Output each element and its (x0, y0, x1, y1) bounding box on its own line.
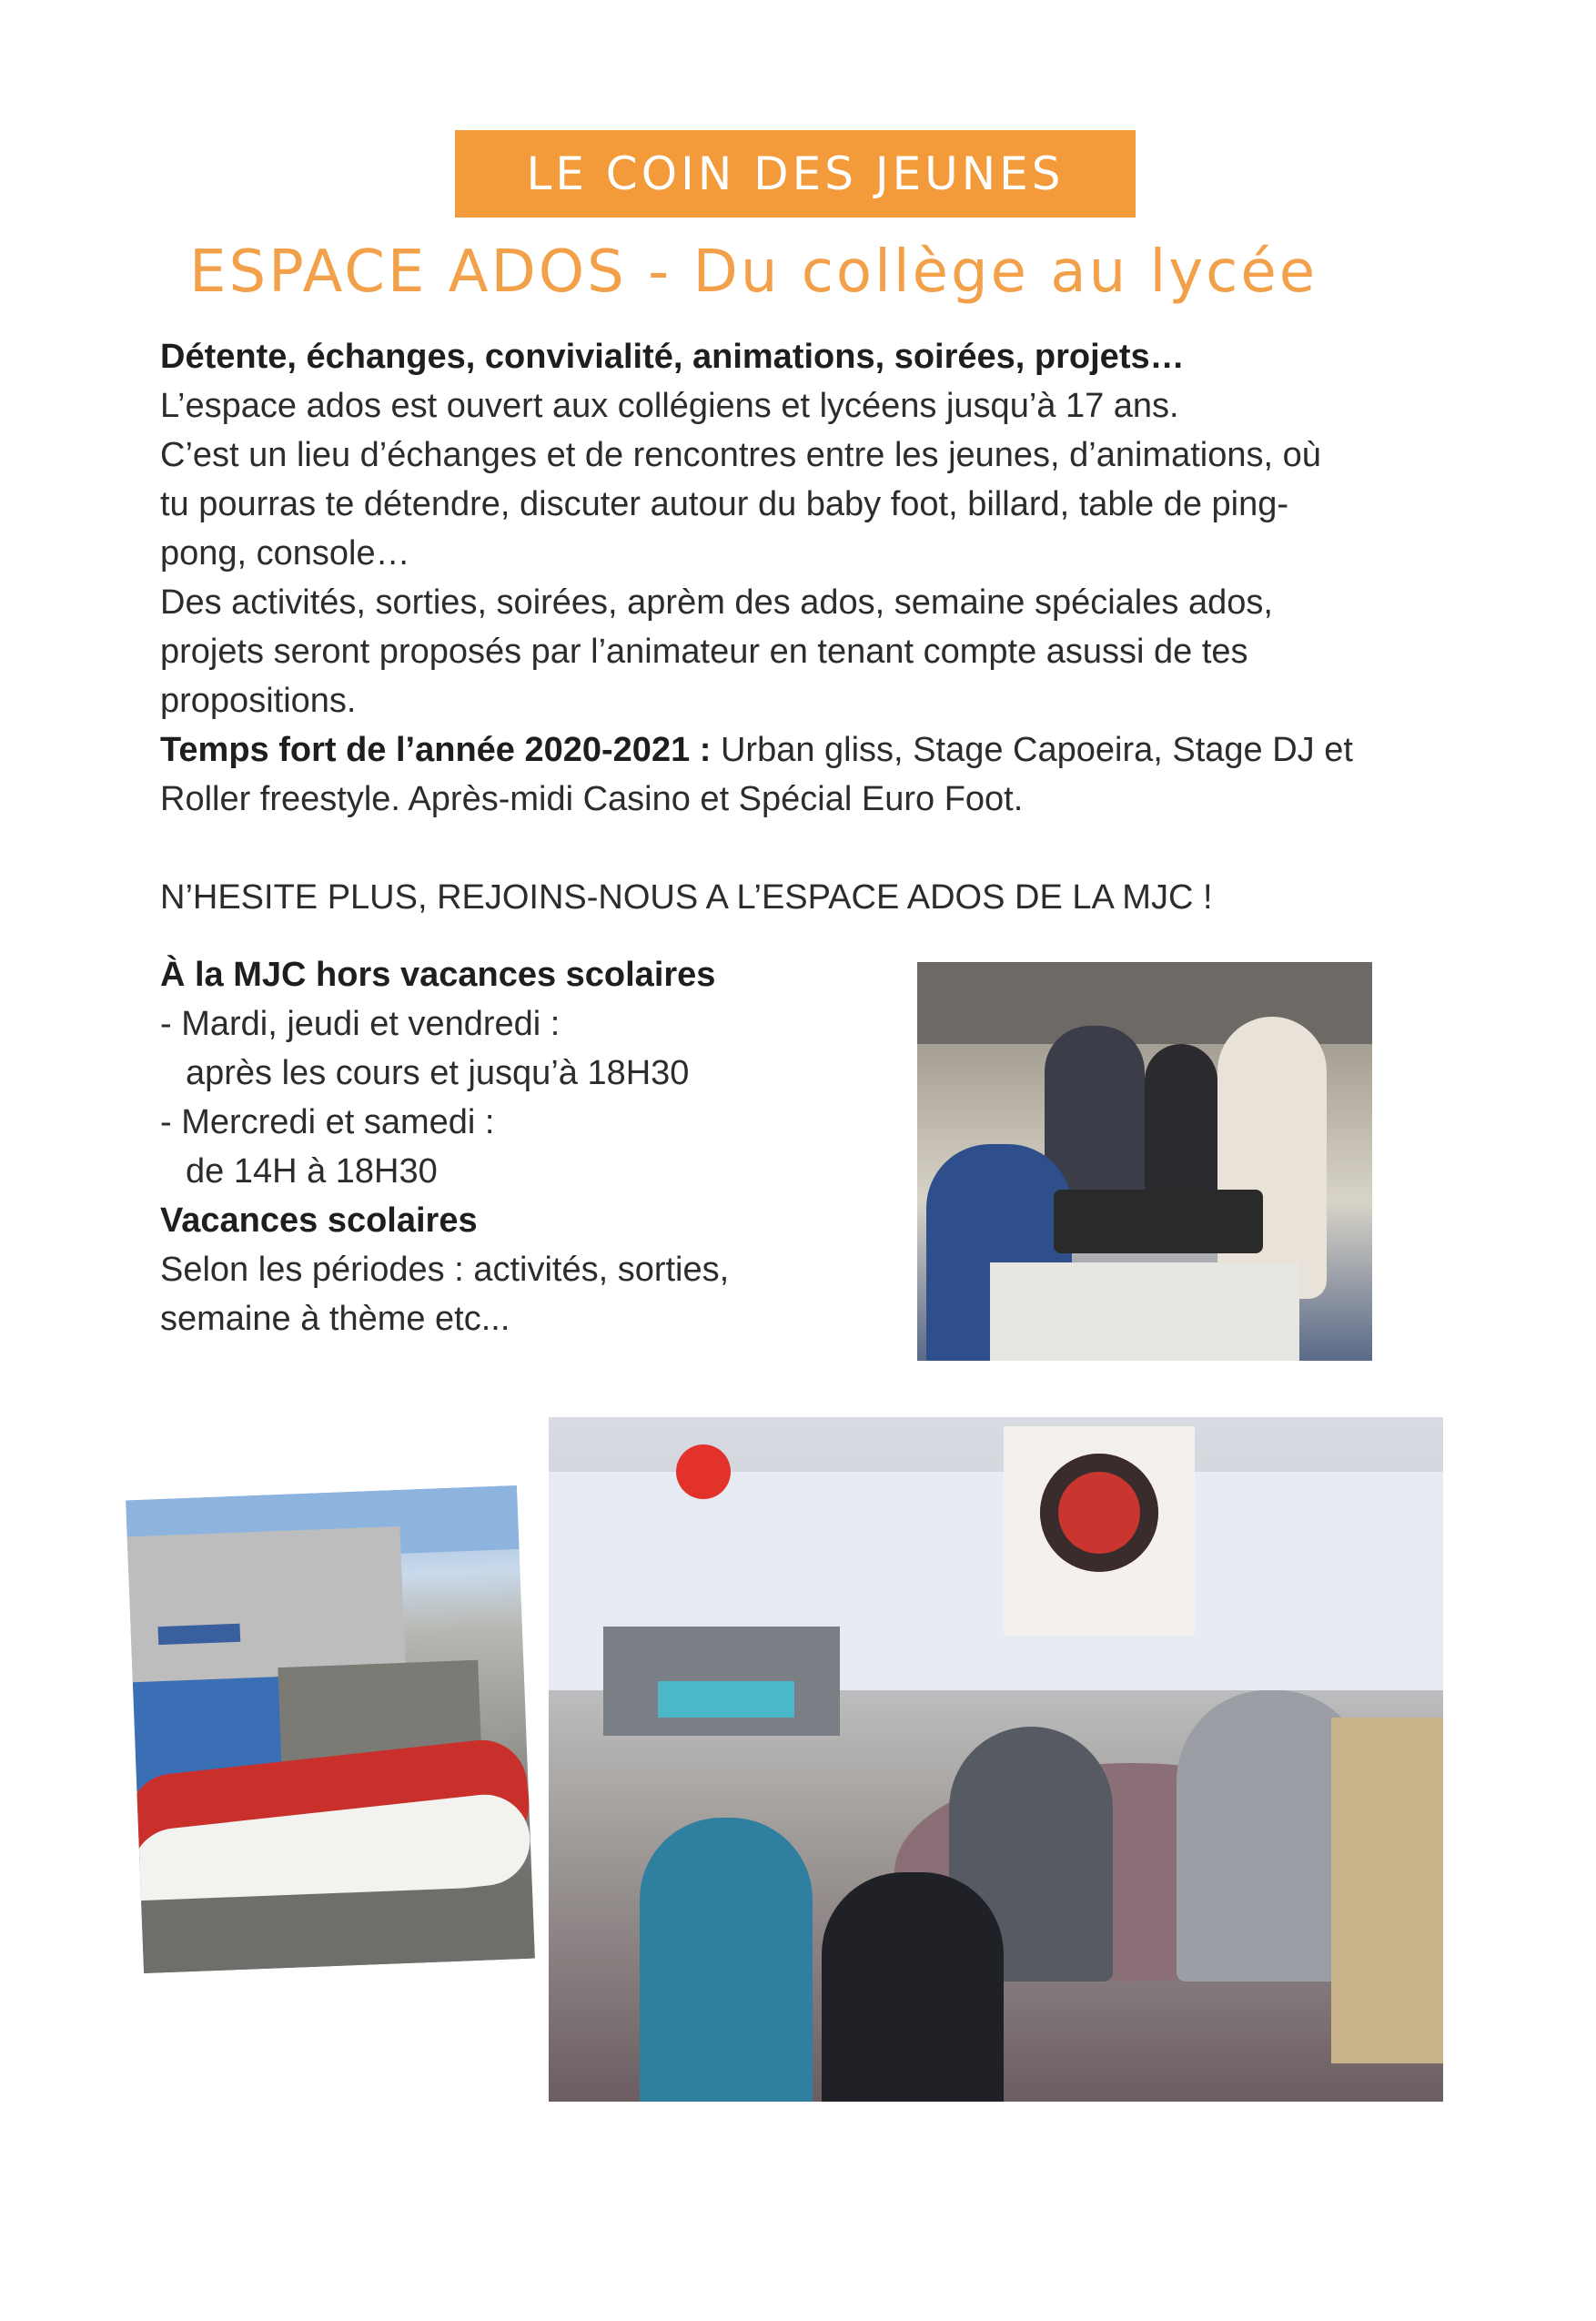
intro-line: L’espace ados est ouvert aux collégiens et lycéens jusqu’à 17 ans. (160, 387, 1179, 425)
photo-poster-target (1040, 1454, 1158, 1572)
intro-block (160, 332, 1470, 922)
schedule-heading: À la MJC hors vacances scolaires (160, 956, 716, 994)
banner-title: LE COIN DES JEUNES (526, 147, 1065, 200)
vacation-heading: Vacances scolaires (160, 1201, 478, 1240)
photo-person (640, 1818, 813, 2102)
schedule-line: de 14H à 18H30 (186, 1152, 438, 1191)
intro-line: tu pourras te détendre, discuter autour du baby foot, billard, table de ping- (160, 485, 1289, 523)
photo-ground (141, 1886, 535, 1973)
highlight-line (160, 725, 1470, 775)
photo-sign (158, 1624, 241, 1645)
vacation-line: Selon les périodes : activités, sorties, (160, 1251, 730, 1289)
call-to-action: N’HESITE PLUS, REJOINS-NOUS A L’ESPACE ADOS DE LA MJC ! (160, 878, 1213, 917)
intro-heading: Détente, échanges, convivialité, animations, soirées, projets… (160, 338, 1185, 376)
page-subtitle: ESPACE ADOS - Du collège au lycée (189, 238, 1318, 306)
photo-dj-workshop (917, 962, 1372, 1361)
photo-table (990, 1262, 1299, 1361)
photo-person (822, 1872, 1004, 2102)
photo-shelf-games (1331, 1718, 1443, 2063)
schedule-line: - Mercredi et samedi : (160, 1103, 495, 1141)
highlight-text-continued: Roller freestyle. Après-midi Casino et Spécial Euro Foot. (160, 780, 1024, 818)
intro-line: propositions. (160, 682, 357, 720)
intro-line: C’est un lieu d’échanges et de rencontres entre les jeunes, d’animations, où (160, 436, 1321, 474)
photo-inflatable-football (126, 1485, 535, 1973)
photo-decoration (676, 1444, 731, 1499)
highlight-label: Temps fort de l’année 2020-2021 : (160, 731, 712, 769)
intro-line: projets seront proposés par l’animateur en tenant compte asussi de tes (160, 633, 1248, 671)
section-banner (455, 130, 1136, 218)
photo-ping-pong-table (658, 1681, 794, 1718)
schedule-line: après les cours et jusqu’à 18H30 (186, 1054, 690, 1092)
intro-line: pong, console… (160, 534, 410, 573)
highlight-text: Urban gliss, Stage Capoeira, Stage DJ et (711, 731, 1353, 769)
photo-dj-deck (1054, 1190, 1263, 1253)
vacation-line: semaine à thème etc... (160, 1300, 510, 1338)
intro-line: Des activités, sorties, soirées, aprèm des ados, semaine spéciales ados, (160, 583, 1273, 622)
photo-casino-afternoon (549, 1417, 1443, 2102)
photo-person (1217, 1017, 1327, 1299)
schedule-line: - Mardi, jeudi et vendredi : (160, 1005, 561, 1043)
schedule-block (160, 950, 888, 1343)
